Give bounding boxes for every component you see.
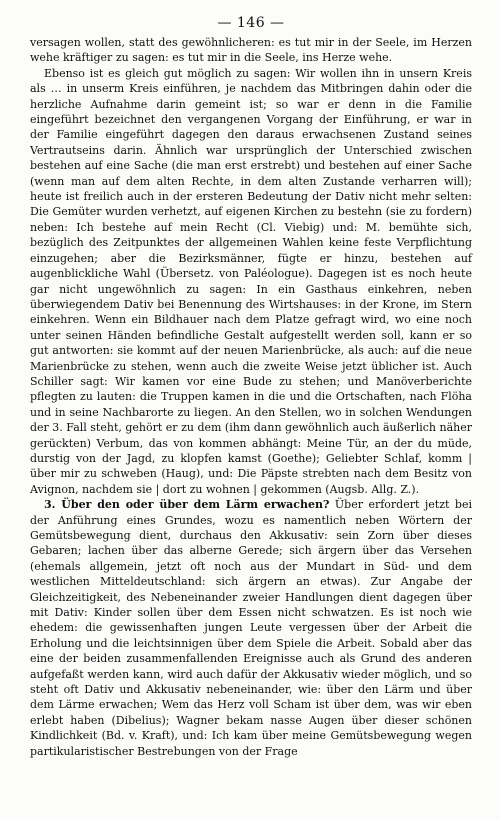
paragraph-section-3: [30, 497, 472, 759]
page-number: — 146 —: [217, 15, 285, 31]
paragraph-continuation: versagen wollen, statt des gewöhnlicheren: es tut mir in der Seele, im Herzen wehe kräftiger zu sagen: es tut mir in die Seele, ins Herze wehe.: [30, 36, 472, 65]
paragraph-main: Ebenso ist es gleich gut möglich zu sagen: Wir wollen ihn in unsern Kreis als … in unserm Kreis einführen, je nachdem das Mitbringen dahin oder die herzliche Aufnahme darin gemeint ist; so war er denn in die Familie eingeführt bezeichnet den vergangenen Vorgang der Einführung, er war in der Familie eingeführt dagegen den daraus erwachsenen Zustand seines Vertrautseins darin. Ähnlich war ursprünglich der Unterschied zwischen bestehen auf eine Sache (die man erst erstrebt) und bestehen auf einer Sache (wenn man auf dem alten Rechte, in dem alten Zustande verharren will); heute ist freilich auch in der ersteren Bedeutung der Dativ nicht mehr selten: Die Gemüter wurden verhetzt, auf eigenen Kirchen zu bestehn (sie zu fordern) neben: Ich bestehe auf mein Recht (Cl. Viebig) und: M. bemühte sich, bezüglich des Zeitpunktes der allgemeinen Wahlen keine feste Verpflichtung einzugehen; aber die Bezirksmänner, fügte er hinzu, bestehen auf augenblickliche Wahl (Übersetz. von Paléologue). Dagegen ist es noch heute gar nicht ungewöhnlich zu sagen: In ein Gasthaus einkehren, neben überwiegendem Dativ bei Benennung des Wirtshauses: in der Krone, im Stern einkehren. Wenn ein Bildhauer nach dem Platze gefragt wird, wo eine noch unter seinen Händen befindliche Gestalt aufgestellt werden soll, kann er so gut antworten: sie kommt auf der neuen Marienbrücke, als auch: auf die neue Marienbrücke zu stehen, wenn auch die zweite Weise jetzt üblicher ist. Auch Schiller sagt: Wir kamen vor eine Bude zu stehen; und Manöverberichte pflegten zu lauten: die Truppen kamen in die und die Ortschaften, nach Flöha und in seine Nachbarorte zu liegen. An den Stellen, wo in solchen Wendungen der 3. Fall steht, gehört er zu dem (ihm dann gewöhnlich auch äußerlich näher gerückten) Verbum, das von kommen abhängt: Meine Tür, an der du müde, durstig von der Jagd, zu klopfen kamst (Goethe); Geliebter Schlaf, komm | über mir zu schweben (Haug), und: Die Päpste strebten nach dem Besitz von Avignon, nachdem sie | dort zu wohnen | gekommen (Augsb. Allg. Z.).: [30, 66, 472, 496]
section-body: Über erfordert jetzt bei der Anführung eines Grundes, wozu es namentlich neben Wörtern der Gemütsbewegung dient, durchaus den Akkusativ: sein Zorn über dieses Gebaren; lachen über das alberne Gerede; sich ärgern über das Versehen (ehemals allgemein, jetzt oft noch aus der Mundart in Süd- und dem westlichen Mitteldeutschland: sich ärgern an etwas). Zur Angabe der Gleichzeitigkeit, des Nebeneinander zweier Handlungen dient dagegen über mit Dativ: Kinder sollen über dem Essen nicht schwatzen. Es ist noch wie ehedem: die gewissenhaften jungen Leute vergessen über der Arbeit die Erholung und die leichtsinnigen über dem Spiele die Arbeit. Sobald aber das eine der beiden zusammenfallenden Ereignisse auch als Grund des anderen aufgefaßt werden kann, wird auch dafür der Akkusativ wieder möglich, und so steht oft Dativ und Akkusativ nebeneinander, wie: über den Lärm und über dem Lärme erwachen; Wem das Herz voll Scham ist über dem, was wir eben erlebt haben (Dibelius); Wagner bekam nasse Augen über dieser schönen Kindlichkeit (Bd. v. Kraft), und: Ich kam über meine Gemütsbewegung wegen partikularistischer Bestrebungen von der Frage: [30, 498, 472, 758]
section-heading: 3. Über den oder über dem Lärm erwachen?: [44, 498, 330, 512]
body-text: [30, 35, 472, 759]
